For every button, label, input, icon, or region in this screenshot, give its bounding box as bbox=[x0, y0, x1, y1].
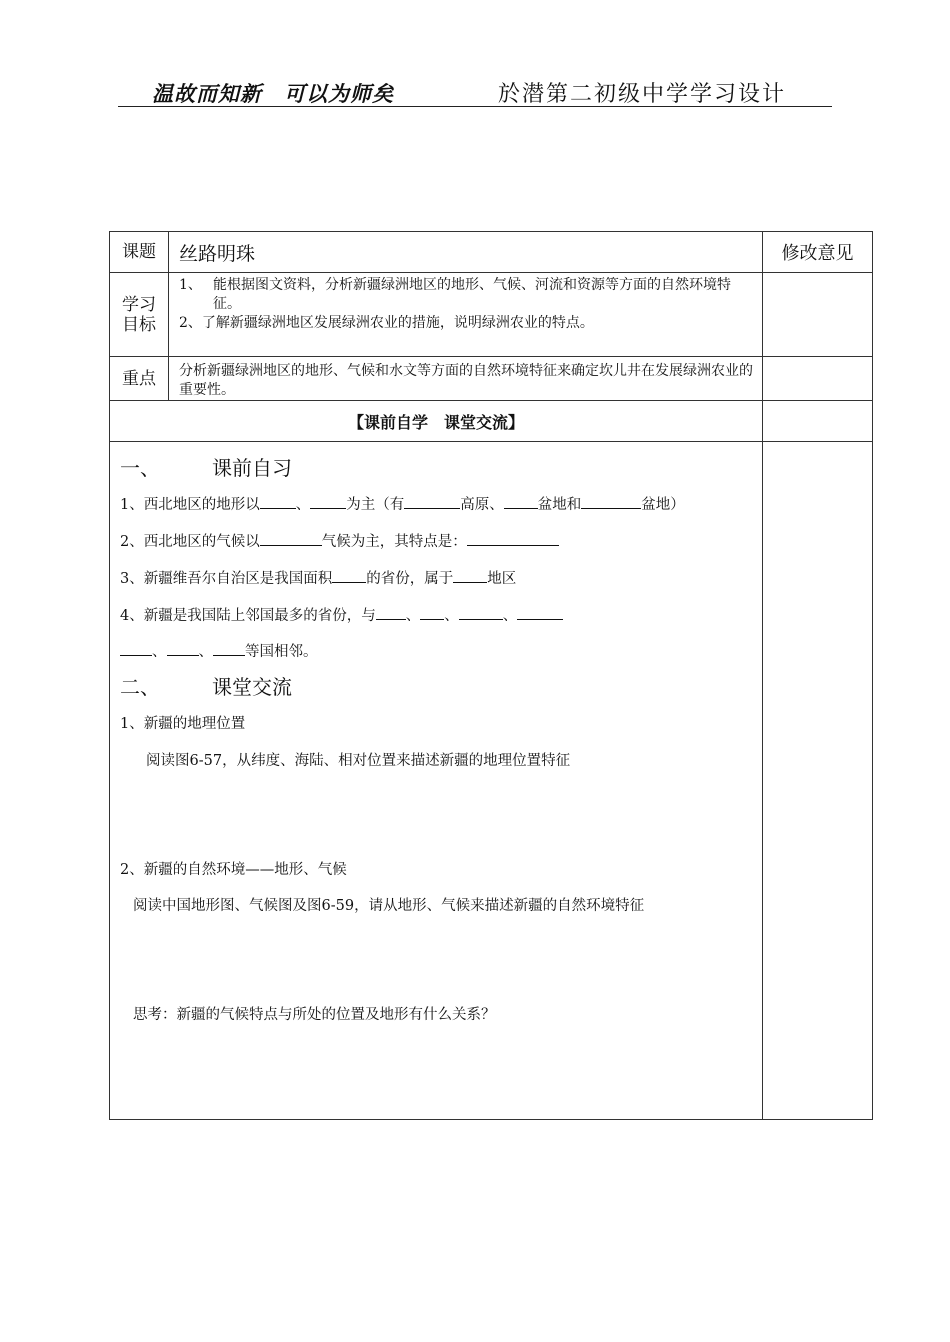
main-row bbox=[110, 442, 873, 1120]
section-1-title: 1、新疆的地理位置 bbox=[120, 716, 246, 732]
keypoint-content: 分析新疆绿洲地区的地形、气候和水文等方面的自然环境特征来确定坎儿井在发展绿洲农业的重要性。 bbox=[169, 357, 763, 401]
part2-heading: 二、 课堂交流 bbox=[120, 675, 292, 699]
goals-row bbox=[110, 273, 873, 357]
section-1-task: 阅读图6-57，从纬度、海陆、相对位置来描述新疆的地理位置特征 bbox=[146, 753, 571, 769]
think-question: 思考：新疆的气候特点与所处的位置及地形有什么关系？ bbox=[133, 1007, 496, 1023]
section-2-title: 2、新疆的自然环境——地形、气候 bbox=[120, 862, 347, 878]
goals-label: 学习目标 bbox=[110, 273, 169, 357]
section-row bbox=[110, 401, 873, 442]
question-4: 4、新疆是我国陆上邻国最多的省份，与 、 、 、 bbox=[120, 604, 563, 625]
topic-value: 丝路明珠 bbox=[169, 232, 763, 273]
section-title: 【课前自学 课堂交流】 bbox=[110, 401, 763, 442]
keypoint-modify-cell bbox=[763, 357, 873, 401]
keypoint-row bbox=[110, 357, 873, 401]
page-header bbox=[118, 76, 832, 107]
goal-2: 2、了解新疆绿洲地区发展绿洲农业的措施，说明绿洲农业的特点。 bbox=[179, 315, 594, 331]
main-modify-cell bbox=[763, 442, 873, 1120]
topic-label: 课题 bbox=[110, 232, 169, 273]
header-motto: 温故而知新 可以为师矣 bbox=[152, 81, 394, 106]
question-2: 2、西北地区的气候以 气候为主，其特点是： bbox=[120, 530, 559, 551]
header-school-title: 於潜第二初级中学学习设计 bbox=[498, 82, 787, 107]
goal-1: 1、 能根据图文资料，分析新疆绿洲地区的地形、气候、河流和资源等方面的自然环境特征。 bbox=[179, 277, 731, 312]
main-content bbox=[110, 442, 763, 1120]
question-1: 1、西北地区的地形以 、 为主（有 高原、 盆地和 盆地） bbox=[120, 493, 685, 514]
section-2-task: 阅读中国地形图、气候图及图6-59，请从地形、气候来描述新疆的自然环境特征 bbox=[133, 898, 645, 914]
part1-heading: 一、 课前自习 bbox=[120, 456, 292, 480]
modify-label: 修改意见 bbox=[763, 232, 873, 273]
study-design-table bbox=[109, 231, 873, 1120]
keypoint-label: 重点 bbox=[110, 357, 169, 401]
section-modify-cell bbox=[763, 401, 873, 442]
question-3: 3、新疆维吾尔自治区是我国面积 的省份，属于 地区 bbox=[120, 567, 516, 588]
question-4-cont: 、 、 等国相邻。 bbox=[120, 640, 318, 661]
topic-row bbox=[110, 232, 873, 273]
goals-modify-cell bbox=[763, 273, 873, 357]
goals-content bbox=[169, 273, 763, 357]
